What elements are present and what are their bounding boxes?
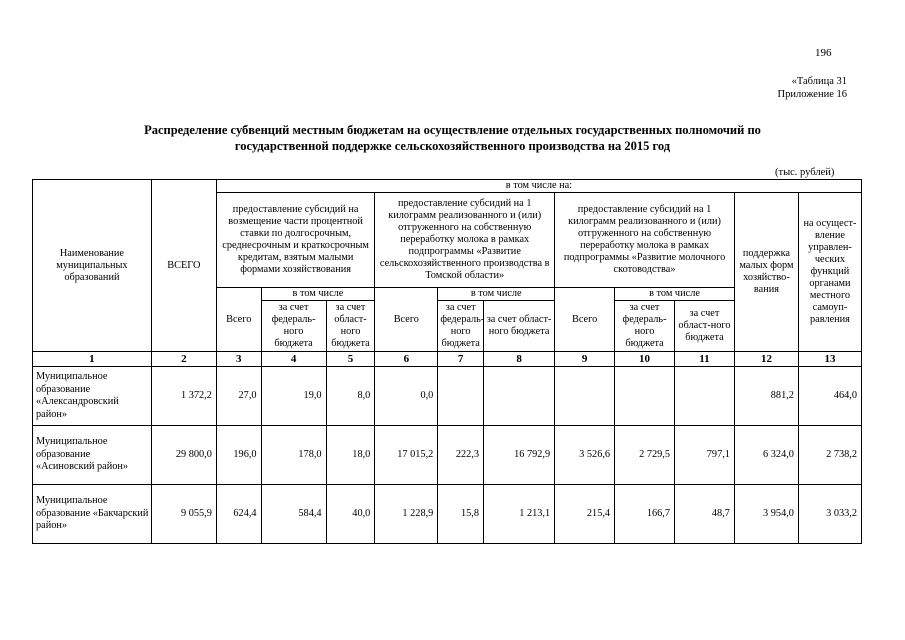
cell-value: 1 213,1 [484, 485, 555, 544]
cell-value: 2 729,5 [615, 426, 675, 485]
units-label: (тыс. рублей) [775, 167, 835, 178]
column-number: 10 [615, 352, 675, 367]
cell-value: 797,1 [675, 426, 735, 485]
column-number: 12 [734, 352, 798, 367]
cell-value: 178,0 [261, 426, 326, 485]
cell-value: 18,0 [326, 426, 375, 485]
cell-value: 19,0 [261, 367, 326, 426]
header-g2-federal: за счет федераль-ного бюджета [438, 301, 484, 352]
header-total: ВСЕГО [151, 180, 216, 352]
title-line2: государственной поддержке сельскохозяйственного производства на 2015 год [234, 139, 671, 153]
cell-value [615, 367, 675, 426]
cell-value: 29 800,0 [151, 426, 216, 485]
header-g2-total: Всего [375, 288, 438, 352]
header-group-milk-agri: предоставление субсидий на 1 килограмм реализованного и (или) отгруженного на собственную переработку молока в рамках подпрограммы «Развитие сельскохозяйственного производства в Томской области» [375, 193, 555, 288]
cell-value: 0,0 [375, 367, 438, 426]
cell-value: 1 228,9 [375, 485, 438, 544]
cell-value: 3 033,2 [798, 485, 861, 544]
column-number: 8 [484, 352, 555, 367]
row-name: Муниципальное образование «Асиновский район» [33, 426, 152, 485]
column-number: 4 [261, 352, 326, 367]
header-g3-incl: в том числе [615, 288, 735, 301]
header-g3-total: Всего [555, 288, 615, 352]
table-ref-line2: Приложение 16 [777, 89, 847, 100]
cell-value: 881,2 [734, 367, 798, 426]
cell-value: 464,0 [798, 367, 861, 426]
cell-value: 1 372,2 [151, 367, 216, 426]
cell-value: 3 954,0 [734, 485, 798, 544]
header-g3-federal: за счет федераль-ного бюджета [615, 301, 675, 352]
column-number: 6 [375, 352, 438, 367]
table-row [33, 367, 862, 426]
cell-value: 6 324,0 [734, 426, 798, 485]
cell-value: 2 738,2 [798, 426, 861, 485]
column-number: 7 [438, 352, 484, 367]
header-group-milk-dairy: предоставление субсидий на 1 килограмм реализованного и (или) отгруженного на собственную переработку молока в рамках подпрограммы «Развитие молочного скотоводства» [555, 193, 735, 288]
cell-value: 8,0 [326, 367, 375, 426]
cell-value: 48,7 [675, 485, 735, 544]
document-title [0, 122, 905, 154]
column-number: 2 [151, 352, 216, 367]
row-name: Муниципальное образование «Бакчарский район» [33, 485, 152, 544]
header-g1-total: Всего [216, 288, 261, 352]
header-g1-incl: в том числе [261, 288, 375, 301]
subventions-table [32, 179, 862, 544]
column-number: 13 [798, 352, 861, 367]
cell-value: 3 526,6 [555, 426, 615, 485]
header-g1-regional: за счет област-ного бюджета [326, 301, 375, 352]
page-number: 196 [815, 47, 832, 59]
title-line1: Распределение субвенций местным бюджетам на осуществление отдельных государственных полномочий по [144, 123, 761, 137]
table-ref-line1: «Таблица 31 [791, 76, 847, 87]
table-row [33, 426, 862, 485]
column-number: 9 [555, 352, 615, 367]
cell-value: 40,0 [326, 485, 375, 544]
header-g1-federal: за счет федераль-ного бюджета [261, 301, 326, 352]
row-name: Муниципальное образование «Александровский район» [33, 367, 152, 426]
cell-value: 215,4 [555, 485, 615, 544]
column-number: 5 [326, 352, 375, 367]
cell-value: 15,8 [438, 485, 484, 544]
cell-value: 16 792,9 [484, 426, 555, 485]
header-group-interest-rate: предоставление субсидий на возмещение части процентной ставки по долгосрочным, среднесрочным и краткосрочным кредитам, взятым малыми формами хозяйствования [216, 193, 374, 288]
header-g3-regional: за счет област-ного бюджета [675, 301, 735, 352]
cell-value: 196,0 [216, 426, 261, 485]
column-number: 1 [33, 352, 152, 367]
cell-value: 27,0 [216, 367, 261, 426]
header-name: Наименование муниципальных образований [33, 180, 152, 352]
cell-value: 624,4 [216, 485, 261, 544]
cell-value: 9 055,9 [151, 485, 216, 544]
column-number: 11 [675, 352, 735, 367]
cell-value: 17 015,2 [375, 426, 438, 485]
cell-value: 166,7 [615, 485, 675, 544]
header-small-forms: поддержка малых форм хозяйство-вания [734, 193, 798, 352]
cell-value [675, 367, 735, 426]
column-number: 3 [216, 352, 261, 367]
cell-value: 584,4 [261, 485, 326, 544]
header-local-gov: на осущест-вление управлен-ческих функций органами местного самоуп-равления [798, 193, 861, 352]
cell-value: 222,3 [438, 426, 484, 485]
header-g2-incl: в том числе [438, 288, 555, 301]
table-reference [778, 75, 847, 101]
header-g2-regional: за счет област-ного бюджета [484, 301, 555, 352]
table-row [33, 485, 862, 544]
cell-value [484, 367, 555, 426]
cell-value [438, 367, 484, 426]
cell-value [555, 367, 615, 426]
header-including-on: в том числе на: [216, 180, 861, 193]
column-number-row [33, 352, 862, 367]
